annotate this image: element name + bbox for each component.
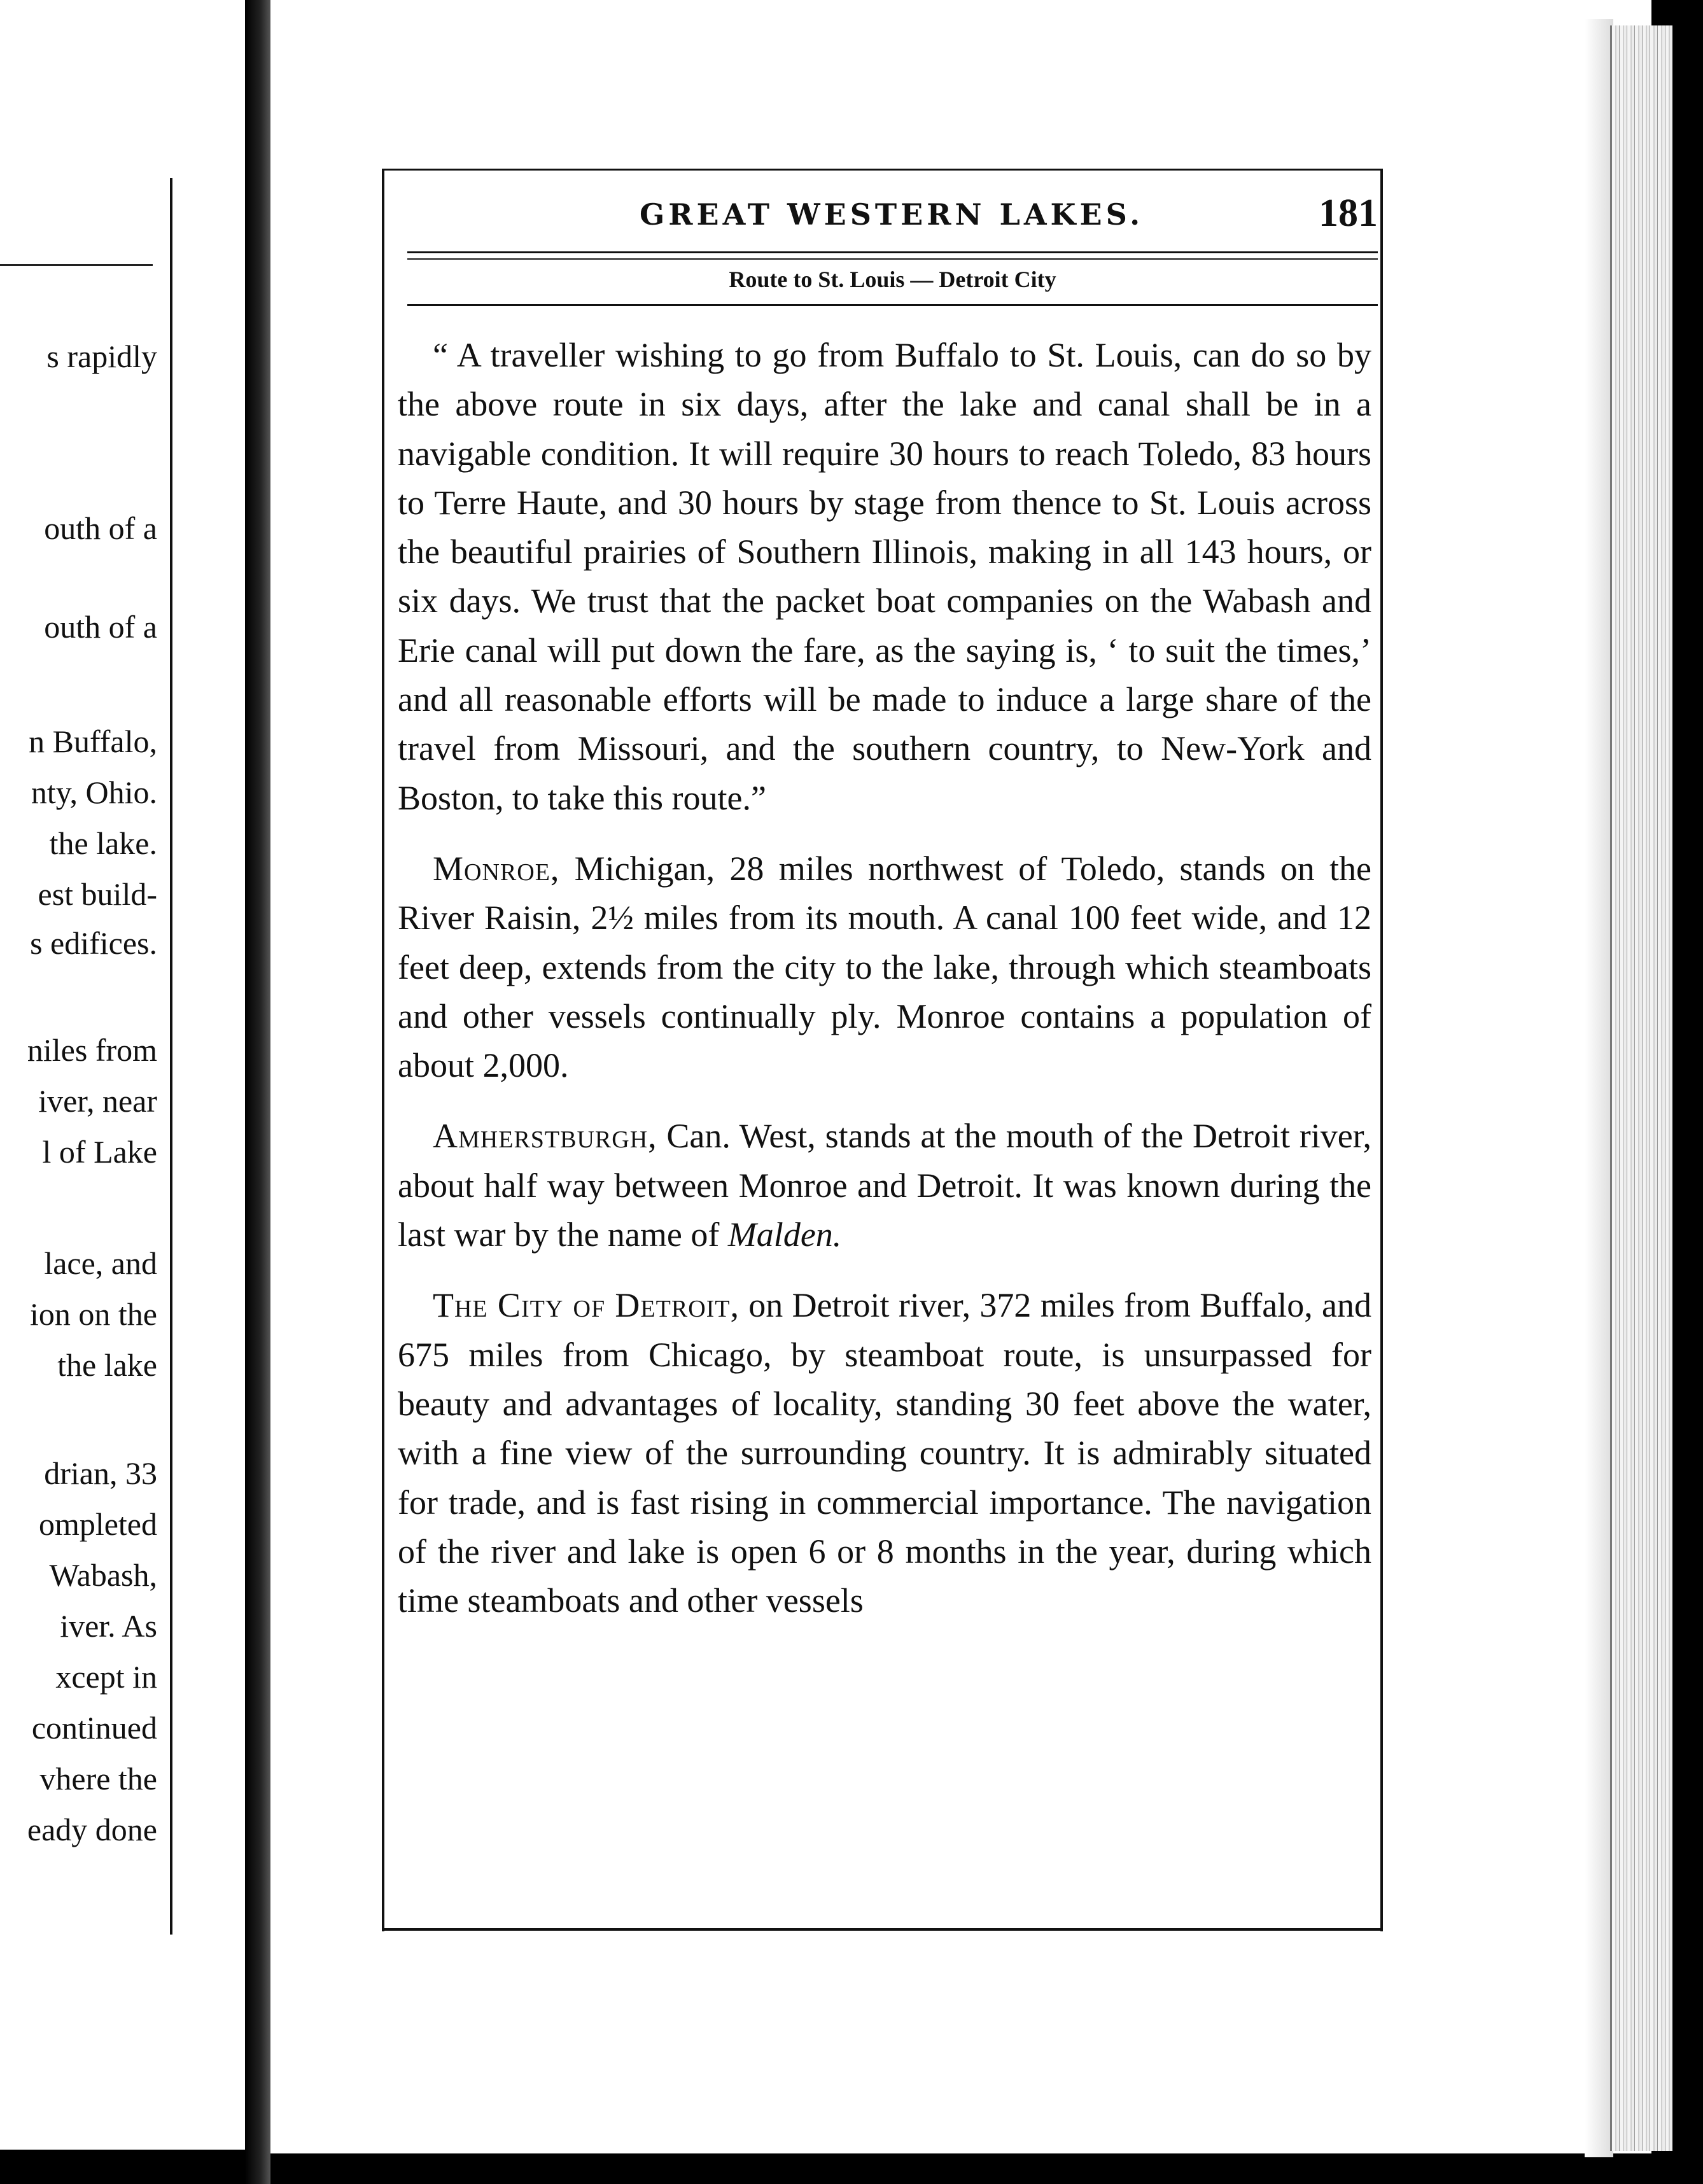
book-gutter [245, 0, 270, 2184]
left-page-line: s rapidly [46, 339, 157, 374]
left-page-line: s edifices. [30, 925, 157, 961]
paragraph-quotation: “ A traveller wishing to go from Buffalo to St. Louis, can do so by the above route in six days, after the lake and canal shall be in a navigable condition. It will require 30 hours to reach Toledo, 83 hours to Terre Haute, and 30 hours by stage from thence to St. Louis across the beautiful prairies of Southern Illinois, making in all 143 hours, or six days. We trust that the packet boat companies on the Wabash and Erie canal will put down the fare, as the saying is, ‘ to suit the times,’ and all reasonable efforts will be made to induce a large share of the travel from Missouri, and the southern country, to New-York and Boston, to take this route.” [398, 336, 1371, 817]
left-page-line: iver. As [60, 1608, 157, 1644]
paragraph-monroe [398, 844, 1371, 1090]
left-page-line: drian, 33 [44, 1455, 157, 1491]
left-page-line: iver, near [38, 1083, 157, 1119]
entry-heading: Monroe, [433, 849, 560, 888]
section-subhead: Route to St. Louis — Detroit City [729, 267, 1056, 292]
left-page-line: lace, and [44, 1245, 157, 1281]
left-page-line: the lake [57, 1347, 157, 1383]
entry-text: on Detroit river, 372 miles from Buffalo, and 675 miles from Chicago, by steamboat route, is unsurpassed for beauty and advantages of locality, standing 30 feet above the water, with a fine view of the surrounding country. It is admirably situated for trade, and is fast rising in commercial importance. The navigation of the river and lake is open 6 or 8 months in the year, during which time steamboats and other vessels [398, 1286, 1371, 1620]
entry-text: Michigan, 28 miles northwest of Toledo, stands on the River Raisin, 2½ miles from its mouth. A canal 100 feet wide, and 12 feet deep, extends from the city to the lake, through which steamboats and other vessels continually ply. Monroe contains a population of about 2,000. [398, 849, 1371, 1085]
left-page-line: nty, Ohio. [31, 774, 157, 810]
left-page-rule [0, 264, 153, 266]
italic-place-name: Malden. [727, 1215, 842, 1254]
page-header [407, 191, 1378, 242]
left-page-line: n Buffalo, [29, 724, 157, 759]
left-page-line: Wabash, [49, 1557, 157, 1593]
left-page-line: eady done [27, 1812, 157, 1847]
left-page-line: l of Lake [42, 1134, 157, 1170]
left-page-line: vhere the [39, 1761, 157, 1796]
left-page-line: ompleted [38, 1506, 157, 1542]
page-edges [1610, 25, 1672, 2151]
left-page-line: xcept in [55, 1659, 157, 1695]
frame-bottom-rule [382, 1928, 1383, 1931]
left-page-line: ion on the [30, 1296, 157, 1332]
running-title: GREAT WESTERN LAKES. [640, 197, 1144, 232]
entry-heading: The City of Detroit, [433, 1286, 739, 1325]
page-curve-shadow [1585, 19, 1613, 2157]
page-number: 181 [1319, 192, 1378, 235]
left-page [0, 0, 245, 2150]
left-page-line: est build- [38, 876, 157, 912]
left-page-line: the lake. [49, 825, 157, 861]
left-page-line: continued [31, 1710, 157, 1746]
frame-top-rule [382, 169, 1383, 171]
paragraph-detroit [398, 1281, 1371, 1625]
left-page-line: niles from [27, 1032, 157, 1068]
entry-text: Can. West, stands at the mouth of the Detroit river, about half way between Monroe and Detroit. It was known during the last war by the name of [398, 1117, 1371, 1254]
left-page-line: outh of a [44, 510, 157, 546]
paragraph-amherstburgh [398, 1112, 1371, 1259]
header-double-rule [407, 251, 1378, 260]
left-page-line: outh of a [44, 609, 157, 645]
page-body [398, 331, 1371, 1647]
left-page-frame [0, 178, 172, 1935]
entry-heading: Amherstburgh, [433, 1117, 657, 1156]
subhead-rule [407, 304, 1378, 306]
